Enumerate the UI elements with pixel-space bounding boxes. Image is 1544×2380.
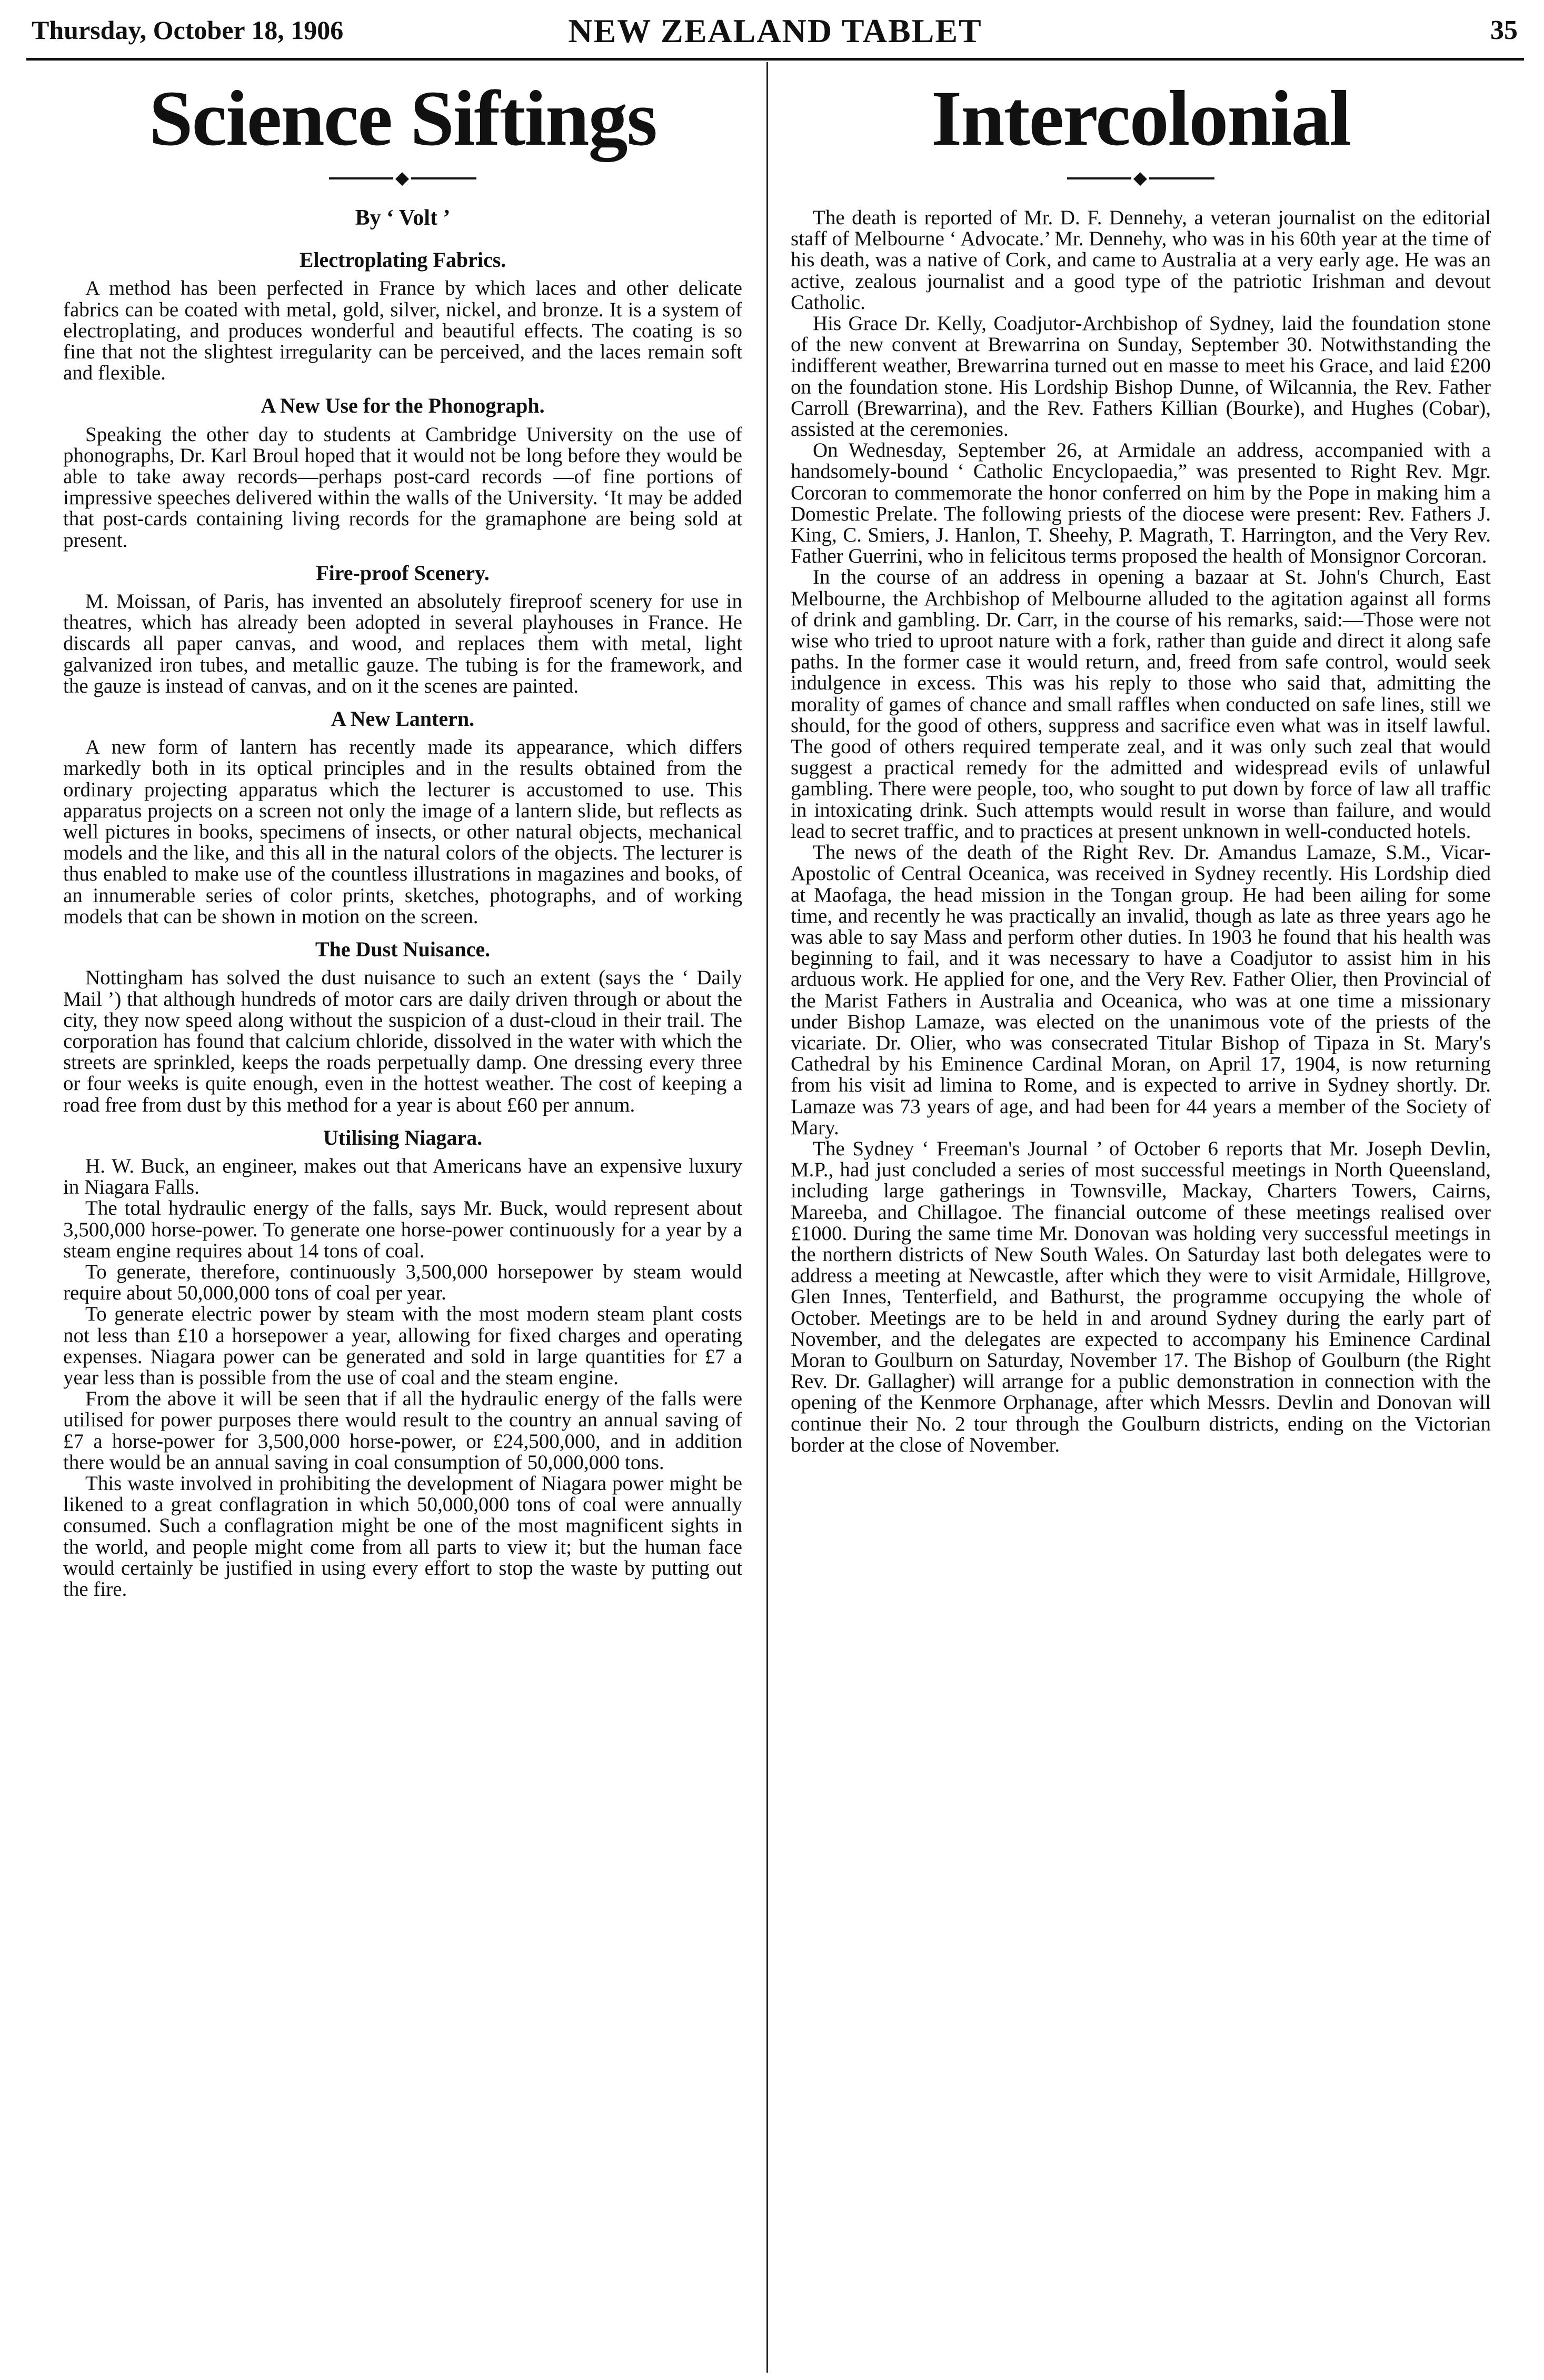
subhead: A New Lantern. — [331, 707, 475, 731]
subhead: Utilising Niagara. — [323, 1125, 483, 1149]
paragraph: The total hydraulic energy of the falls, says Mr. Buck, would represent about 3,500,000 horse-power. To generate one horse-power continuously for a year by a steam engine requires about 14 tons of coal. — [63, 1197, 742, 1262]
subhead: Fire-proof Scenery. — [316, 561, 490, 585]
paragraph: The death is reported of Mr. D. F. Dennehy, a veteran journalist on the editorial staff of Melbourne ‘ Advocate.’ Mr. Dennehy, who was in his 60th year at the time of his death, was a native of Cork, and came to Australia at a very early age. He was an active, zealous journalist and a good type of the patriotic Irishman and devout Catholic. — [791, 206, 1491, 314]
paragraph: His Grace Dr. Kelly, Coadjutor-Archbishop of Sydney, laid the foundation stone of the new convent at Brewarrina on Sunday, September 30. Notwithstanding the indifferent weather, Brewarrina turned out en masse to meet his Grace, and laid £200 on the foundation stone. His Lordship Bishop Dunne, of Wilcannia, the Rev. Father Carroll (Brewarrina), and the Rev. Fathers Killian (Bourke), and Hughes (Cobar), assisted at the ceremonies. — [791, 312, 1491, 441]
paragraph: Speaking the other day to students at Cambridge University on the use of phonographs, Dr. Karl Broul hoped that it would not be long before they would be able to take away records—perhaps post-card records —of fine portions of impressive speeches delivered within the walls of the University. ‘It may be added that post-cards containing living records for the gramaphone are being sold at present. — [63, 423, 742, 552]
paragraph: On Wednesday, September 26, at Armidale an address, accompanied with a handsomely-bound ‘ Catholic Encyclopaedia,” was presented to Right Rev. Mgr. Corcoran to commemorate the honor conferred on him by the Pope in making him a Domestic Prelate. The following priests of the diocese were present: Rev. Fathers J. King, C. Smiers, J. Hanlon, T. Sheehy, P. Magrath, T. Harrington, and the Very Rev. Father Guerrini, who in felicitous terms proposed the health of Monsignor Corcoran. — [791, 439, 1491, 568]
page-number: 35 — [1490, 15, 1518, 45]
intercolonial-column — [791, 74, 1491, 2374]
paragraph: Nottingham has solved the dust nuisance to such an extent (says the ‘ Daily Mail ’) that although hundreds of motor cars are daily driven through or about the city, they now speed along without the suspicion of a dust-cloud in their trail. The corporation has found that calcium chloride, dissolved in the water with which the streets are sprinkled, keeps the roads perpetually damp. One dressing every three or four weeks is quite enough, even in the hottest weather. The cost of keeping a road free from dust by this method for a year is about £60 per annum. — [63, 966, 742, 1116]
paragraph: To generate electric power by steam with the most modern steam plant costs not less than £10 a horsepower a year, allowing for fixed charges and operating expenses. Niagara power can be generated and sold in large quantities for £7 a year less than is possible from the use of coal and the steam engine. — [63, 1303, 742, 1389]
ornament-rule — [329, 168, 476, 188]
column-rule — [766, 62, 768, 2373]
paragraph: To generate, therefore, continuously 3,500,000 horsepower by steam would require about 50,000,000 tons of coal per year. — [63, 1260, 742, 1305]
section-title-science-siftings: Science Siftings — [149, 75, 656, 162]
paragraph: A method has been perfected in France by which laces and other delicate fabrics can be coated with metal, gold, silver, nickel, and bronze. It is a system of electroplating, and produces wonderful and beautiful effects. The coating is so fine that not the slightest irregularity can be perceived, and the laces remain soft and flexible. — [63, 277, 742, 385]
subhead: Electroplating Fabrics. — [299, 248, 506, 272]
subhead: The Dust Nuisance. — [315, 937, 491, 962]
section-title-intercolonial: Intercolonial — [931, 75, 1351, 162]
science-siftings-column — [63, 74, 742, 2374]
byline: By ‘ Volt ’ — [355, 206, 451, 230]
paragraph: The news of the death of the Right Rev. Dr. Amandus Lamaze, S.M., Vicar-Apostolic of Central Oceanica, was received in Sydney recently. His Lordship died at Maofaga, the head mission in the Tongan group. He had been ailing for some time, and recently he was practically an invalid, though as late as three years ago he was able to say Mass and perform other duties. In 1903 he found that his health was beginning to fail, and it was necessary to have a Coadjutor to assist him in his arduous work. He applied for one, and the Very Rev. Father Olier, then Provincial of the Marist Fathers in Australia and Oceanica, who was at one time a missionary under Bishop Lamaze, was elected on the unanimous vote of the priests of the vicariate. Dr. Olier, who was consecrated Titular Bishop of Tipaza in St. Mary's Cathedral by his Eminence Cardinal Moran, on April 17, 1904, is now returning from his visit ad limina to Rome, and is expected to arrive in Sydney shortly. Dr. Lamaze was 73 years of age, and had been for 44 years a member of the Society of Mary. — [791, 841, 1491, 1139]
paragraph: This waste involved in prohibiting the development of Niagara power might be likened to a great conflagration in which 50,000,000 tons of coal were annually consumed. Such a conflagration might be one of the most magnificent sights in the world, and people might come from all parts to view it; but the human face would certainly be justified in using every effort to stop the waste by putting out the fire. — [63, 1472, 742, 1601]
masthead-rule — [26, 58, 1524, 61]
diamond-icon: ◆ — [1131, 171, 1149, 188]
article-fireproof-scenery — [63, 563, 742, 697]
article-electroplating — [63, 249, 742, 384]
paper-title: NEW ZEALAND TABLET — [568, 12, 982, 49]
subhead: A New Use for the Phonograph. — [261, 394, 545, 418]
paragraph: The Sydney ‘ Freeman's Journal ’ of October 6 reports that Mr. Joseph Devlin, M.P., had just concluded a series of most successful meetings in North Queensland, including large gatherings in Townsville, Mackay, Charters Towers, Cairns, Mareeba, and Chillagoe. The financial outcome of these meetings realised over £1000. During the same time Mr. Donovan was holding very successful meetings in the northern districts of New South Wales. On Saturday last both delegates were to address a meeting at Newcastle, after which they were to visit Armidale, Hillgrove, Glen Innes, Tenterfield, and Bathurst, the programme occupying the whole of October. Meetings are to be held in and around Sydney during the early part of November, and the delegates are expected to accompany his Eminence Cardinal Moran to Goulburn on Saturday, November 17. The Bishop of Goulburn (the Right Rev. Dr. Gallagher) will arrange for a public demonstration in connection with the opening of the Kenmore Orphanage, after which Messrs. Devlin and Donovan will continue their No. 2 tour through the Goulburn districts, ending on the Victorian border at the close of November. — [791, 1137, 1491, 1456]
article-phonograph — [63, 395, 742, 551]
paragraph: In the course of an address in opening a bazaar at St. John's Church, East Melbourne, the Archbishop of Melbourne alluded to the agitation against all forms of drink and gambling. Dr. Carr, in the course of his remarks, said:—Those were not wise who tried to uproot nature with a fork, rather than guide and direct it along safe paths. In the former case it would return, and, freed from safe control, would seek indulgence in excess. This was his reply to those who said that, admitting the morality of games of chance and small raffles when conducted on safe lines, still we should, for the good of others, suppress and sacrifice even what was in itself lawful. The good of others required temperate zeal, and it was only such zeal that would suggest a practical remedy for the admitted and widespread evils of unlawful gambling. There were people, too, who sought to put down by force of law all traffic in intoxicating drink. Such attempts would result in worse than failure, and would lead to secret traffic, and to practices at present unknown in well-conducted hotels. — [791, 566, 1491, 843]
article-utilising-niagara — [63, 1127, 742, 1600]
paragraph: M. Moissan, of Paris, has invented an absolutely fireproof scenery for use in theatres, which has already been adopted in several playhouses in France. He discards all paper canvas, and wood, and replaces them with metal, light galvanized iron tubes, and metallic gauze. The tubing is for the framework, and the gauze is instead of canvas, and on it the scenes are painted. — [63, 590, 742, 697]
paragraph: H. W. Buck, an engineer, makes out that Americans have an expensive luxury in Niagara Falls. — [63, 1154, 742, 1199]
issue-date: Thursday, October 18, 1906 — [32, 15, 344, 45]
diamond-icon: ◆ — [393, 171, 411, 188]
article-new-lantern — [63, 708, 742, 927]
ornament-rule — [1067, 168, 1214, 188]
paragraph: From the above it will be seen that if all the hydraulic energy of the falls were utilised for power purposes there would result to the country an annual saving of £7 a horse-power for 3,500,000 horse-power, or £24,500,000, and in addition there would be an annual saving in coal consumption of 50,000,000 tons. — [63, 1387, 742, 1474]
article-dust-nuisance — [63, 939, 742, 1116]
paragraph: A new form of lantern has recently made its appearance, which differs markedly both in its optical principles and in the results obtained from the ordinary projecting apparatus which the lecturer is accustomed to use. This apparatus projects on a screen not only the image of a lantern slide, but reflects as well pictures in books, specimens of insects, or other natural objects, mechanical models and the like, and this all in the natural colors of the objects. The lecturer is thus enabled to make use of the countless illustrations in magazines and books, of an innumerable series of color prints, sketches, photographs, and of working models that can be shown in motion on the screen. — [63, 736, 742, 928]
